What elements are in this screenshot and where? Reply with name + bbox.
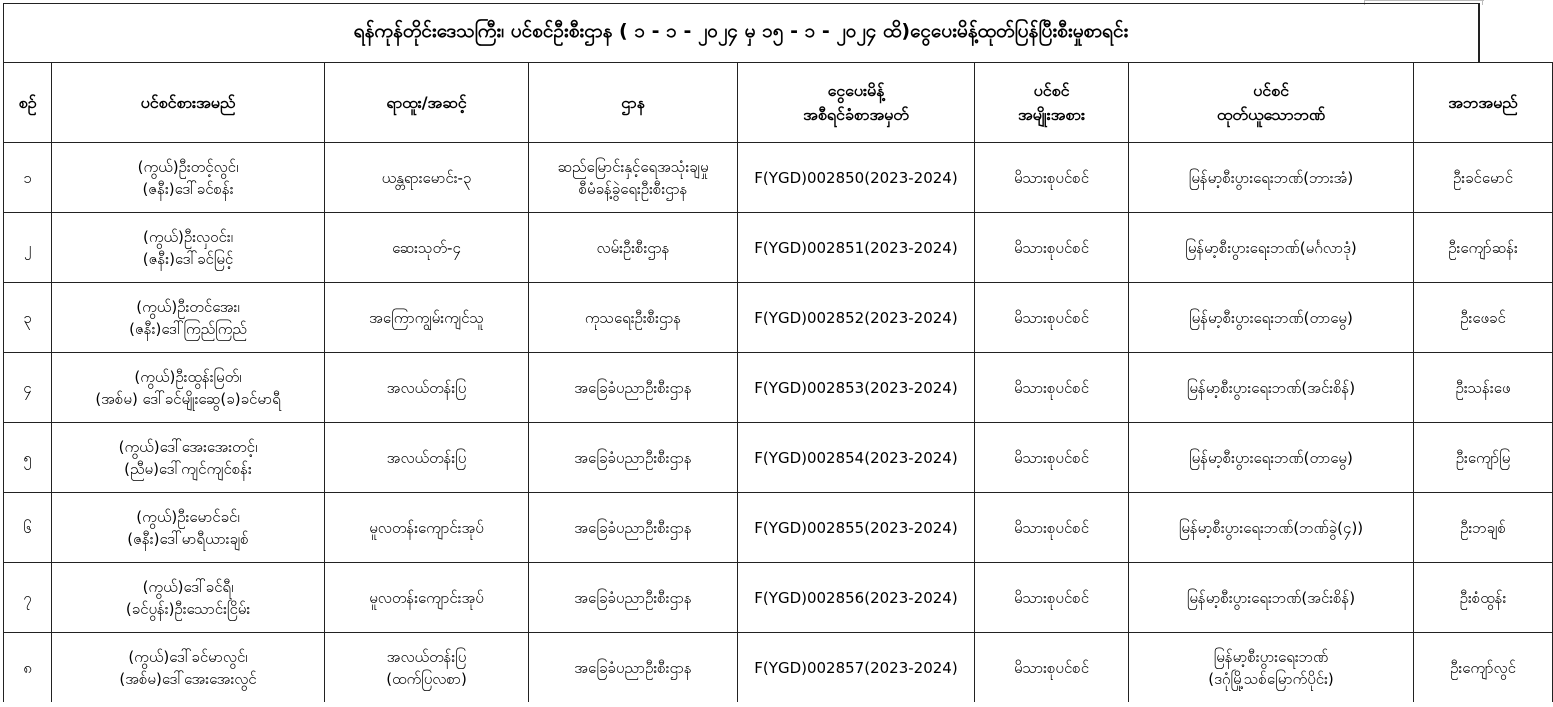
- cell-rank-text: မူလတန်းကျောင်းအုပ်: [369, 518, 484, 537]
- cell-no-text: ၃: [23, 308, 32, 327]
- header-report-number[interactable]: ငွေပေးမိန့် အစီရင်ခံစာအမှတ်: [738, 63, 975, 143]
- cell-report-number-text: F(YGD)002857(2023-2024): [754, 658, 958, 677]
- cell-father-name-text: ဦးကျော်မြ: [1455, 448, 1511, 467]
- cell-father-name-text: ဦးကျော်ဆန်း: [1448, 238, 1518, 257]
- cell-pensioner-name-text: (ကွယ်)ဒေါ်ခင်ရီ၊: [142, 577, 234, 596]
- cell-pension-type[interactable]: [975, 283, 1129, 353]
- cell-rank[interactable]: [325, 633, 529, 703]
- header-bank[interactable]: ပင်စင် ထုတ်ယူသောဘဏ်: [1129, 63, 1414, 143]
- cell-father-name-text: ဦးသန်းဖေ: [1455, 378, 1511, 397]
- header-department[interactable]: ဌာန: [529, 63, 738, 143]
- cell-report-number-text: F(YGD)002855(2023-2024): [754, 518, 958, 537]
- cell-department[interactable]: [529, 633, 738, 703]
- cell-report-number[interactable]: [738, 283, 975, 353]
- cell-department[interactable]: [529, 423, 738, 493]
- cell-department[interactable]: [529, 563, 738, 633]
- cell-pension-type-text: မိသားစုပင်စင်: [1013, 518, 1090, 537]
- cell-pensioner-name-text: (အစ်မ) ဒေါ်ခင်မျိုးဆွေ(ခ)ခင်မာရီ: [95, 389, 281, 408]
- cell-pensioner-name-text: (ကွယ်)ဦးလှဝင်း၊: [142, 227, 234, 246]
- header-father-name[interactable]: အဘအမည်: [1414, 63, 1553, 143]
- cell-department-text: ဆည်မြောင်းနှင့်ရေအသုံးချမှု: [557, 157, 709, 176]
- cell-pensioner-name[interactable]: [52, 493, 325, 563]
- cell-pension-type-text: မိသားစုပင်စင်: [1013, 378, 1090, 397]
- cell-pension-type[interactable]: [975, 353, 1129, 423]
- cell-no[interactable]: [4, 353, 52, 423]
- cell-pension-type-text: မိသားစုပင်စင်: [1013, 308, 1090, 327]
- cell-department-text: အခြေခံပညာဦးစီးဌာန: [574, 518, 692, 537]
- cell-no-text: ၈: [23, 658, 32, 677]
- header-pensioner-name[interactable]: ပင်စင်စားအမည်: [52, 63, 325, 143]
- cell-bank-text: မြန်မာ့စီးပွားရေးဘဏ်(တာမွေ): [1189, 448, 1353, 467]
- cell-pension-type[interactable]: [975, 493, 1129, 563]
- cell-report-number[interactable]: [738, 213, 975, 283]
- cell-father-name-text: ဦးကျော်လွင်: [1450, 658, 1516, 677]
- cell-rank[interactable]: [325, 353, 529, 423]
- cell-department-text: လမ်းဦးစီးဌာန: [596, 238, 670, 257]
- cell-bank[interactable]: [1129, 353, 1414, 423]
- cell-department-text: အခြေခံပညာဦးစီးဌာန: [574, 588, 692, 607]
- cell-pensioner-name-text: (ဇနီး)ဒေါ်ခင်မြင့်: [142, 249, 234, 268]
- cell-department-text: ကုသရေးဦးစီးဌာန: [584, 308, 682, 327]
- cell-report-number-text: F(YGD)002853(2023-2024): [754, 378, 958, 397]
- header-row: [4, 63, 1553, 143]
- cell-department-text: အခြေခံပညာဦးစီးဌာန: [574, 448, 692, 467]
- cell-father-name[interactable]: [1414, 563, 1553, 633]
- cell-department[interactable]: [529, 353, 738, 423]
- cell-report-number[interactable]: [738, 633, 975, 703]
- cell-bank-text: မြန်မာ့စီးပွားရေးဘဏ်(အင်းစိန်): [1186, 588, 1356, 607]
- table-row: [4, 213, 1553, 283]
- cell-pensioner-name-text: (ခင်ပွန်း)ဦးသောင်းငြိမ်း: [125, 599, 251, 618]
- cell-pension-type-text: မိသားစုပင်စင်: [1013, 588, 1090, 607]
- cell-report-number[interactable]: [738, 423, 975, 493]
- cell-bank[interactable]: [1129, 283, 1414, 353]
- cell-pensioner-name[interactable]: [52, 423, 325, 493]
- cell-bank[interactable]: [1129, 213, 1414, 283]
- cell-pensioner-name[interactable]: [52, 633, 325, 703]
- cell-rank-text: ဆေးသုတ်-၄: [392, 238, 461, 257]
- cell-pension-type[interactable]: [975, 213, 1129, 283]
- cell-no-text: ၅: [23, 448, 32, 467]
- cell-bank[interactable]: [1129, 143, 1414, 213]
- cell-rank[interactable]: [325, 423, 529, 493]
- cell-department[interactable]: [529, 493, 738, 563]
- cell-no[interactable]: [4, 633, 52, 703]
- cell-bank-text: မြန်မာ့စီးပွားရေးဘဏ်(မင်္ဂလာဒုံ): [1185, 238, 1357, 257]
- cell-rank[interactable]: [325, 563, 529, 633]
- cell-bank[interactable]: [1129, 633, 1414, 703]
- cell-rank-text: (ထက်ပြလစာ): [386, 669, 467, 688]
- cell-rank[interactable]: [325, 493, 529, 563]
- cell-pensioner-name-text: (ကွယ်)ဒေါ်ခင်မာလွင်၊: [128, 647, 248, 666]
- cell-department-text: အခြေခံပညာဦးစီးဌာန: [574, 378, 692, 397]
- cell-pensioner-name[interactable]: [52, 143, 325, 213]
- cell-rank[interactable]: [325, 213, 529, 283]
- cell-report-number-text: F(YGD)002856(2023-2024): [754, 588, 958, 607]
- cell-pension-type[interactable]: [975, 563, 1129, 633]
- table-row: [4, 283, 1553, 353]
- table-row: [4, 563, 1553, 633]
- cell-rank-text: မူလတန်းကျောင်းအုပ်: [369, 588, 484, 607]
- cell-rank-text: အလယ်တန်းပြ: [386, 448, 467, 467]
- cell-pension-type-text: မိသားစုပင်စင်: [1013, 168, 1090, 187]
- cell-bank-text: (ဒဂုံမြို့သစ်မြောက်ပိုင်း): [1208, 669, 1334, 688]
- cell-father-name[interactable]: [1414, 353, 1553, 423]
- cell-report-number[interactable]: [738, 563, 975, 633]
- table-row: [4, 143, 1553, 213]
- cell-bank[interactable]: [1129, 423, 1414, 493]
- cell-department[interactable]: [529, 283, 738, 353]
- cell-rank-text: အလယ်တန်းပြ: [386, 378, 467, 397]
- cell-no[interactable]: [4, 493, 52, 563]
- cell-father-name-text: ဦးဖေခင်: [1460, 308, 1506, 327]
- cell-pensioner-name-text: (ကွယ်)ဒေါ်အေးအေးတင့်၊: [118, 437, 258, 456]
- cell-no-text: ၁: [23, 168, 32, 187]
- cell-department-text: စီမံခန့်ခွဲရေးဦးစီးဌာန: [578, 179, 688, 198]
- cell-pensioner-name-text: (ညီမ)ဒေါ်ကျင်ကျင်စန်း: [124, 459, 252, 478]
- cell-rank[interactable]: [325, 143, 529, 213]
- cell-no[interactable]: [4, 143, 52, 213]
- cell-pensioner-name-text: (ဇနီး)ဒေါ်ခင်စန်း: [142, 179, 234, 198]
- cell-father-name[interactable]: [1414, 423, 1553, 493]
- cell-department[interactable]: [529, 143, 738, 213]
- cell-father-name[interactable]: [1414, 143, 1553, 213]
- cell-father-name[interactable]: [1414, 213, 1553, 283]
- pension-table: [3, 62, 1553, 702]
- cell-rank-text: အလယ်တန်းပြ: [386, 647, 467, 666]
- cell-father-name[interactable]: [1414, 493, 1553, 563]
- cell-pension-type[interactable]: [975, 143, 1129, 213]
- table-row: [4, 633, 1553, 703]
- cell-no-text: ၄: [23, 378, 32, 397]
- cell-report-number[interactable]: [738, 143, 975, 213]
- cell-bank-text: မြန်မာ့စီးပွားရေးဘဏ်(အင်းစိန်): [1186, 378, 1356, 397]
- cell-father-name-text: ဦးခင်မောင်: [1452, 168, 1514, 187]
- cell-department[interactable]: [529, 213, 738, 283]
- cell-pensioner-name[interactable]: [52, 563, 325, 633]
- cell-father-name[interactable]: [1414, 633, 1553, 703]
- cell-pensioner-name-text: (ကွယ်)ဦးတင့်လွင်၊: [137, 157, 239, 176]
- cell-report-number-text: F(YGD)002852(2023-2024): [754, 308, 958, 327]
- cell-pension-type-text: မိသားစုပင်စင်: [1013, 238, 1090, 257]
- cell-pension-type-text: မိသားစုပင်စင်: [1013, 658, 1090, 677]
- cell-report-number-text: F(YGD)002854(2023-2024): [754, 448, 958, 467]
- cell-no[interactable]: [4, 283, 52, 353]
- cell-pension-type[interactable]: [975, 423, 1129, 493]
- cell-pensioner-name-text: (ဇနီး)ဒေါ်ကြည်ကြည်: [129, 319, 247, 338]
- cell-pensioner-name-text: (ဇနီး)ဒေါ်မာရီယားချစ်: [127, 529, 249, 548]
- table-row: [4, 353, 1553, 423]
- cell-rank[interactable]: [325, 283, 529, 353]
- cell-father-name-text: ဦးစံထွန်း: [1459, 588, 1507, 607]
- cell-no[interactable]: [4, 213, 52, 283]
- cell-father-name[interactable]: [1414, 283, 1553, 353]
- table-title[interactable]: ရန်ကုန်တိုင်းဒေသကြီး၊ ပင်စင်ဦးစီးဌာန ( ၁ - ၁ - ၂၀၂၄ မှ ၁၅ - ၁ - ၂၀၂၄ ထိ)ငွေပေးမိန့်ထုတ်ပြန်ပြီးစီးမှုစာရင်း: [3, 3, 1480, 63]
- cell-pensioner-name[interactable]: [52, 353, 325, 423]
- cell-bank-text: မြန်မာ့စီးပွားရေးဘဏ်(ဘားအံ): [1188, 168, 1354, 187]
- cell-rank-text: ယန္တရားမောင်း-၃: [381, 168, 472, 187]
- cell-no-text: ၂: [23, 238, 32, 257]
- cell-report-number-text: F(YGD)002851(2023-2024): [754, 238, 958, 257]
- cell-pensioner-name-text: (ကွယ်)ဦးထွန်းမြတ်၊: [134, 367, 242, 386]
- cell-no[interactable]: [4, 423, 52, 493]
- cell-report-number-text: F(YGD)002850(2023-2024): [754, 168, 958, 187]
- cell-pensioner-name[interactable]: [52, 283, 325, 353]
- cell-report-number[interactable]: [738, 493, 975, 563]
- cell-rank-text: အကြောကျွမ်းကျင်သူ: [369, 308, 484, 327]
- cell-pension-type[interactable]: [975, 633, 1129, 703]
- cell-department-text: အခြေခံပညာဦးစီးဌာန: [574, 658, 692, 677]
- cell-pensioner-name-text: (အစ်မ)ဒေါ်အေးအေးလွင်: [119, 669, 257, 688]
- cell-bank-text: မြန်မာ့စီးပွားရေးဘဏ်: [1213, 647, 1329, 666]
- cell-bank[interactable]: [1129, 563, 1414, 633]
- table-row: [4, 423, 1553, 493]
- cell-report-number[interactable]: [738, 353, 975, 423]
- cell-father-name-text: ဦးဘချစ်: [1460, 518, 1506, 537]
- cell-bank-text: မြန်မာ့စီးပွားရေးဘဏ်(ဘဏ်ခွဲ(၄)): [1178, 518, 1364, 537]
- header-rank[interactable]: ရာထူး/အဆင့်: [325, 63, 529, 143]
- cell-no-text: ၆: [23, 518, 32, 537]
- cell-pensioner-name-text: (ကွယ်)ဦးတင်အေး၊: [136, 297, 240, 316]
- cell-pension-type-text: မိသားစုပင်စင်: [1013, 448, 1090, 467]
- cell-bank[interactable]: [1129, 493, 1414, 563]
- cell-pensioner-name[interactable]: [52, 213, 325, 283]
- cell-pensioner-name-text: (ကွယ်)ဦးမောင်ခင်၊: [136, 507, 240, 526]
- header-no[interactable]: စဉ်: [4, 63, 52, 143]
- cell-no[interactable]: [4, 563, 52, 633]
- cell-no-text: ၇: [23, 588, 32, 607]
- cell-bank-text: မြန်မာ့စီးပွားရေးဘဏ်(တာမွေ): [1189, 308, 1353, 327]
- header-pension-type[interactable]: ပင်စင် အမျိုးအစား: [975, 63, 1129, 143]
- table-row: [4, 493, 1553, 563]
